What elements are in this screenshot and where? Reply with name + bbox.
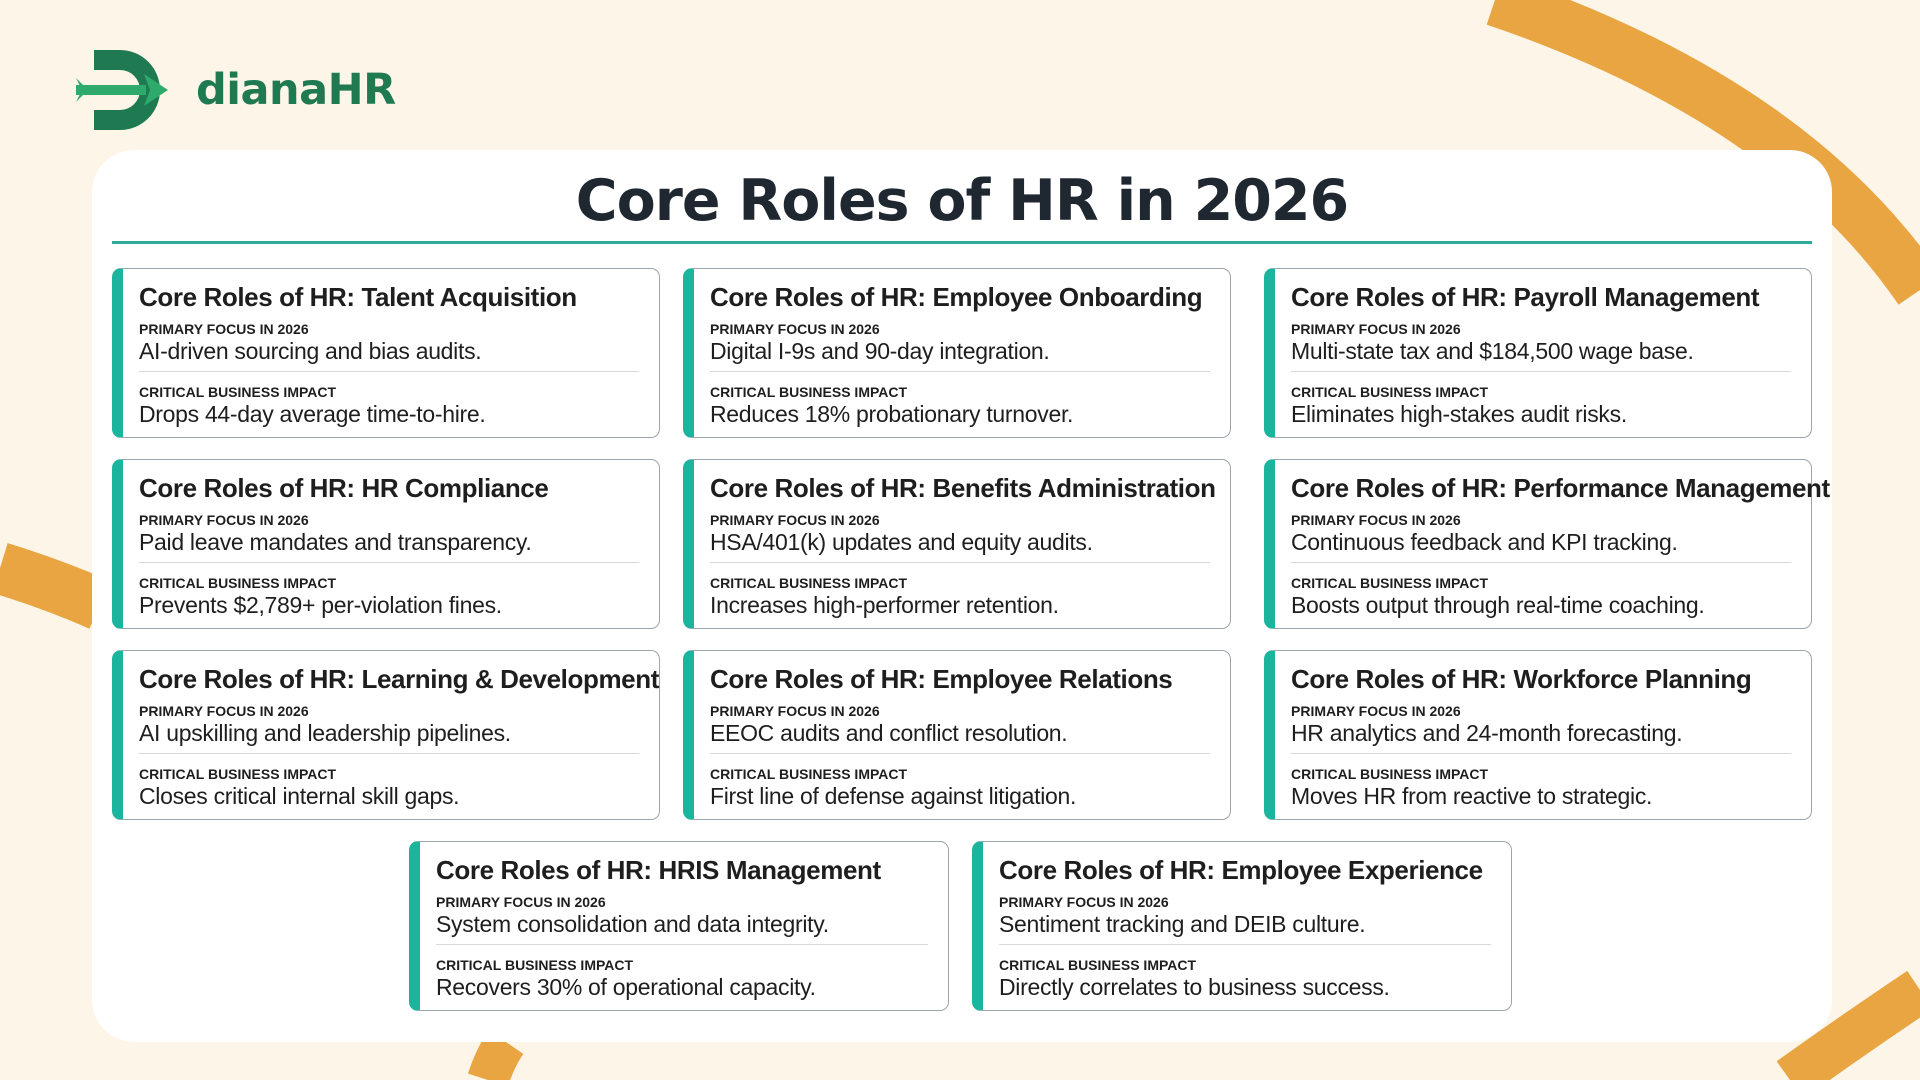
role-card-talent-acquisition — [112, 268, 660, 438]
focus-text: AI-driven sourcing and bias audits. — [139, 338, 482, 364]
impact-text: Increases high-performer retention. — [710, 592, 1059, 618]
role-card-payroll-management — [1264, 268, 1812, 438]
card-divider — [710, 562, 1210, 563]
card-divider — [139, 753, 639, 754]
card-divider — [710, 371, 1210, 372]
brand-name: dianaHR — [196, 65, 396, 115]
focus-label: PRIMARY FOCUS IN 2026 — [139, 703, 309, 719]
focus-label: PRIMARY FOCUS IN 2026 — [1291, 321, 1461, 337]
impact-label: CRITICAL BUSINESS IMPACT — [710, 766, 908, 782]
impact-text: Moves HR from reactive to strategic. — [1291, 783, 1653, 809]
focus-text: Sentiment tracking and DEIB culture. — [999, 911, 1366, 937]
content-panel — [92, 150, 1832, 1042]
focus-label: PRIMARY FOCUS IN 2026 — [1291, 703, 1461, 719]
impact-label: CRITICAL BUSINESS IMPACT — [139, 384, 337, 400]
impact-text: Directly correlates to business success. — [999, 974, 1390, 1000]
card-title: Core Roles of HR: Talent Acquisition — [139, 282, 577, 312]
role-card-hr-compliance — [112, 459, 660, 629]
card-title: Core Roles of HR: Workforce Planning — [1291, 664, 1752, 694]
focus-label: PRIMARY FOCUS IN 2026 — [710, 703, 880, 719]
focus-text: HR analytics and 24-month forecasting. — [1291, 720, 1683, 746]
role-card-learning-development — [112, 650, 660, 820]
card-title: Core Roles of HR: Benefits Administration — [710, 473, 1216, 503]
card-divider — [139, 562, 639, 563]
impact-label: CRITICAL BUSINESS IMPACT — [710, 384, 908, 400]
card-divider — [139, 371, 639, 372]
card-divider — [999, 944, 1491, 945]
card-title: Core Roles of HR: Payroll Management — [1291, 282, 1760, 312]
card-title: Core Roles of HR: Employee Relations — [710, 664, 1173, 694]
title-divider — [112, 241, 1812, 244]
impact-label: CRITICAL BUSINESS IMPACT — [1291, 384, 1489, 400]
impact-label: CRITICAL BUSINESS IMPACT — [710, 575, 908, 591]
card-divider — [436, 944, 928, 945]
card-divider — [1291, 562, 1791, 563]
dianahr-arrow-icon — [72, 44, 176, 136]
role-card-employee-experience — [972, 841, 1512, 1011]
card-title: Core Roles of HR: Employee Experience — [999, 855, 1483, 885]
focus-label: PRIMARY FOCUS IN 2026 — [1291, 512, 1461, 528]
card-title: Core Roles of HR: Performance Management — [1291, 473, 1830, 503]
impact-text: Recovers 30% of operational capacity. — [436, 974, 816, 1000]
card-title: Core Roles of HR: Learning & Development — [139, 664, 659, 694]
role-card-employee-onboarding — [683, 268, 1231, 438]
impact-text: First line of defense against litigation. — [710, 783, 1077, 809]
role-card-benefits-administration — [683, 459, 1231, 629]
brand-logo[interactable] — [72, 44, 396, 136]
role-card-hris-management — [409, 841, 949, 1011]
role-card-workforce-planning — [1264, 650, 1812, 820]
focus-text: Continuous feedback and KPI tracking. — [1291, 529, 1678, 555]
impact-text: Boosts output through real-time coaching. — [1291, 592, 1705, 618]
focus-text: Multi-state tax and $184,500 wage base. — [1291, 338, 1694, 364]
card-title: Core Roles of HR: Employee Onboarding — [710, 282, 1203, 312]
focus-text: AI upskilling and leadership pipelines. — [139, 720, 511, 746]
focus-text: EEOC audits and conflict resolution. — [710, 720, 1068, 746]
page-title: Core Roles of HR in 2026 — [575, 168, 1349, 234]
focus-text: System consolidation and data integrity. — [436, 911, 829, 937]
focus-label: PRIMARY FOCUS IN 2026 — [139, 321, 309, 337]
impact-label: CRITICAL BUSINESS IMPACT — [1291, 575, 1489, 591]
focus-text: Paid leave mandates and transparency. — [139, 529, 532, 555]
card-divider — [710, 753, 1210, 754]
impact-label: CRITICAL BUSINESS IMPACT — [436, 957, 634, 973]
card-divider — [1291, 753, 1791, 754]
focus-label: PRIMARY FOCUS IN 2026 — [710, 321, 880, 337]
impact-label: CRITICAL BUSINESS IMPACT — [139, 575, 337, 591]
impact-text: Closes critical internal skill gaps. — [139, 783, 460, 809]
role-card-employee-relations — [683, 650, 1231, 820]
role-card-performance-management — [1264, 459, 1830, 629]
impact-label: CRITICAL BUSINESS IMPACT — [1291, 766, 1489, 782]
focus-label: PRIMARY FOCUS IN 2026 — [710, 512, 880, 528]
card-divider — [1291, 371, 1791, 372]
focus-label: PRIMARY FOCUS IN 2026 — [999, 894, 1169, 910]
focus-label: PRIMARY FOCUS IN 2026 — [436, 894, 606, 910]
impact-text: Eliminates high-stakes audit risks. — [1291, 401, 1627, 427]
impact-text: Prevents $2,789+ per-violation fines. — [139, 592, 502, 618]
impact-label: CRITICAL BUSINESS IMPACT — [139, 766, 337, 782]
card-title: Core Roles of HR: HRIS Management — [436, 855, 881, 885]
card-title: Core Roles of HR: HR Compliance — [139, 473, 549, 503]
impact-text: Reduces 18% probationary turnover. — [710, 401, 1074, 427]
focus-label: PRIMARY FOCUS IN 2026 — [139, 512, 309, 528]
focus-text: Digital I-9s and 90-day integration. — [710, 338, 1050, 364]
impact-label: CRITICAL BUSINESS IMPACT — [999, 957, 1197, 973]
impact-text: Drops 44-day average time-to-hire. — [139, 401, 486, 427]
focus-text: HSA/401(k) updates and equity audits. — [710, 529, 1093, 555]
